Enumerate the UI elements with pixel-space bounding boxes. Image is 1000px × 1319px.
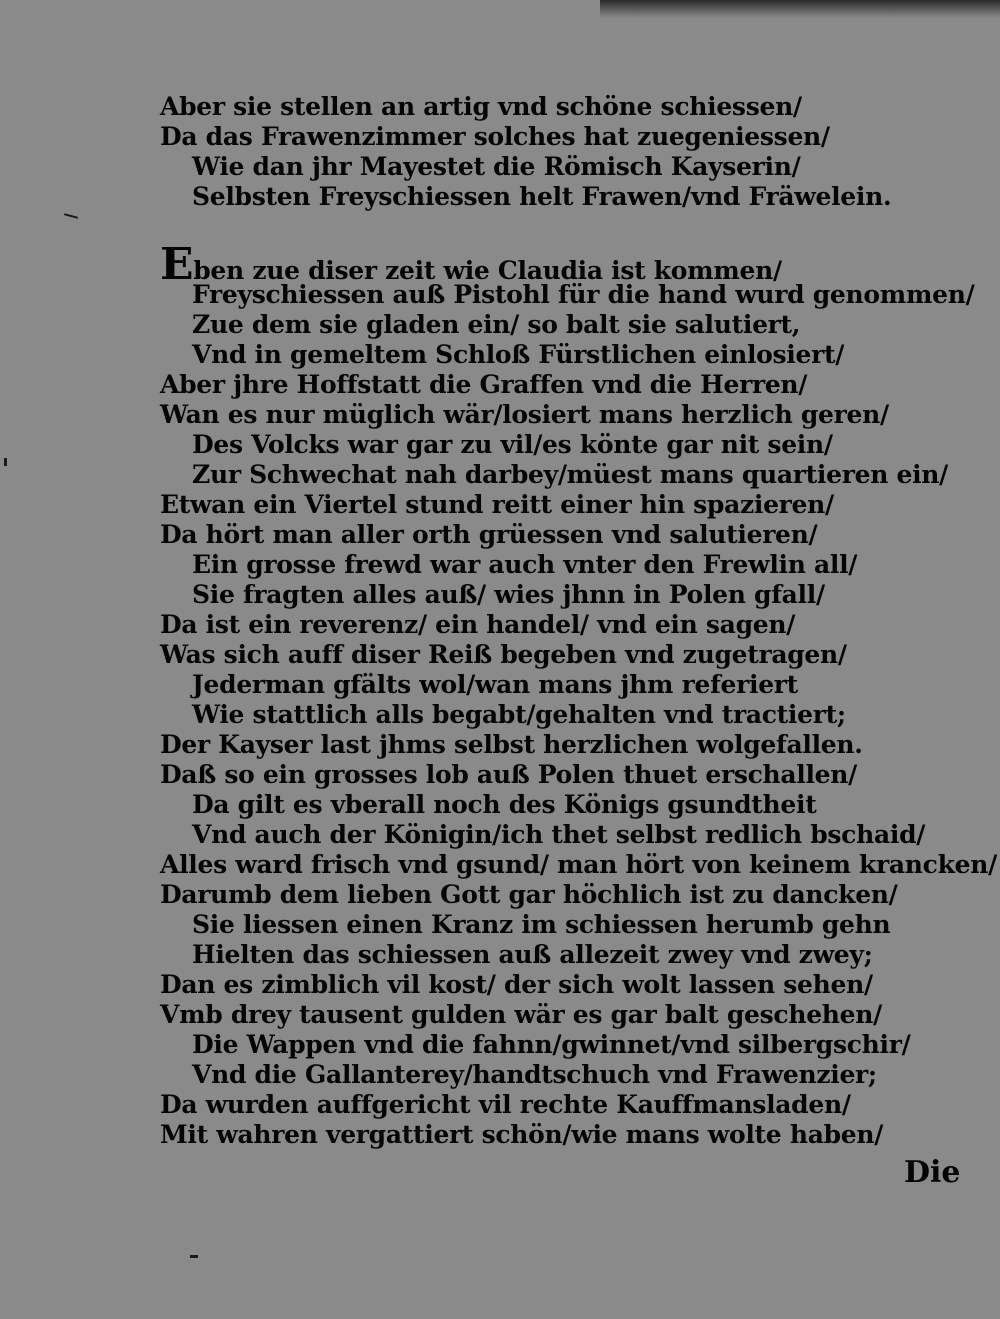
stanza-2: [160, 239, 997, 1150]
verse-line: Die Wappen vnd die fahnn/gwinnet/vnd silbergschir/: [192, 1030, 911, 1059]
verse-line: Freyschiessen auß Pistohl für die hand wurd genommen/: [192, 280, 975, 309]
verse-line-text: ben zue diser zeit wie Claudia ist kommen/: [193, 256, 782, 285]
page-edge-shadow: [600, 0, 1000, 18]
verse-line: Selbsten Freyschiessen helt Frawen/vnd Fräwelein.: [192, 182, 892, 211]
verse-line: Alles ward frisch vnd gsund/ man hört von keinem krancken/: [160, 850, 997, 879]
verse-line: Dan es zimblich vil kost/ der sich wolt lassen sehen/: [160, 970, 873, 999]
verse-line: Da hört man aller orth grüessen vnd salutieren/: [160, 520, 818, 549]
verse-line: Vnd die Gallanterey/handtschuch vnd Frawenzier;: [192, 1060, 877, 1089]
verse-line: Daß so ein grosses lob auß Polen thuet erschallen/: [160, 760, 858, 789]
verse-line: Aber jhre Hoffstatt die Graffen vnd die Herren/: [160, 370, 808, 399]
verse-line: Zue dem sie gladen ein/ so balt sie salutiert,: [192, 310, 801, 339]
verse-line: Wie stattlich alls begabt/gehalten vnd tractiert;: [192, 700, 846, 729]
verse-line: Da das Frawenzimmer solches hat zuegeniessen/: [160, 122, 830, 151]
drop-cap: E: [160, 239, 194, 290]
verse-line: Vnd auch der Königin/ich thet selbst redlich bschaid/: [192, 820, 926, 849]
verse-line: Ein grosse frewd war auch vnter den Frewlin all/: [192, 550, 858, 579]
verse-line: Hielten das schiessen auß allezeit zwey vnd zwey;: [192, 940, 873, 969]
stanza-1: [160, 92, 892, 212]
verse-line: Da wurden auffgericht vil rechte Kauffmansladen/: [160, 1090, 851, 1119]
verse-line: Zur Schwechat nah darbey/müest mans quartieren ein/: [192, 460, 948, 489]
verse-line: Der Kayser last jhms selbst herzlichen wolgefallen.: [160, 730, 863, 759]
verse-line: Des Volcks war gar zu vil/es könte gar nit sein/: [192, 430, 833, 459]
scan-speck: [4, 458, 7, 466]
verse-line: Etwan ein Viertel stund reitt einer hin spazieren/: [160, 490, 834, 519]
verse-line: Da gilt es vberall noch des Königs gsundtheit: [192, 790, 817, 819]
scan-speck: [64, 213, 78, 219]
catchword: Die: [904, 1155, 961, 1190]
verse-line: Da ist ein reverenz/ ein handel/ vnd ein sagen/: [160, 610, 796, 639]
verse-line: Was sich auff diser Reiß begeben vnd zugetragen/: [160, 640, 847, 669]
verse-line: Jederman gfälts wol/wan mans jhm referiert: [192, 670, 798, 699]
verse-line: Sie liessen einen Kranz im schiessen herumb gehn: [192, 910, 891, 939]
verse-line: Darumb dem lieben Gott gar höchlich ist zu dancken/: [160, 880, 898, 909]
verse-line: Vnd in gemeltem Schloß Fürstlichen einlosiert/: [192, 340, 845, 369]
verse-line: [160, 239, 860, 290]
verse-line: Wan es nur müglich wär/losiert mans herzlich geren/: [160, 400, 889, 429]
verse-line: Sie fragten alles auß/ wies jhnn in Polen gfall/: [192, 580, 825, 609]
verse-line: Aber sie stellen an artig vnd schöne schiessen/: [160, 92, 802, 121]
verse-line: Vmb drey tausent gulden wär es gar balt geschehen/: [160, 1000, 882, 1029]
verse-line: Mit wahren vergattiert schön/wie mans wolte haben/: [160, 1120, 884, 1149]
scan-speck: [190, 1255, 198, 1258]
verse-line: Wie dan jhr Mayestet die Römisch Kayserin/: [192, 152, 801, 181]
